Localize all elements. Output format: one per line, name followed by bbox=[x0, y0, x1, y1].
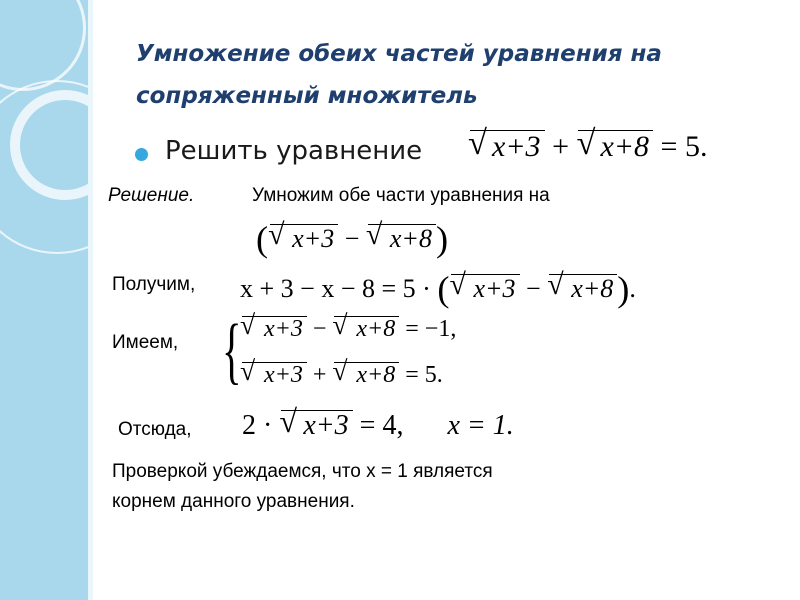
bullet-dot bbox=[135, 148, 148, 161]
radical: √ x+8 bbox=[334, 362, 399, 388]
bullet-text: Решить уравнение bbox=[165, 136, 423, 166]
radical: √ x+3 bbox=[242, 362, 307, 388]
radical: √ x+8 bbox=[334, 316, 399, 342]
slide-title: Умножение обеих частей уравнения на сопряженный множитель bbox=[136, 41, 662, 109]
radical: √ x+8 bbox=[368, 224, 436, 252]
main-equation: √ x+3 + √ x+8 = 5. bbox=[468, 130, 707, 164]
decorative-sidebar bbox=[0, 0, 88, 600]
radical: √ x+3 bbox=[281, 410, 352, 440]
check-line-2: корнем данного уравнения. bbox=[112, 491, 355, 512]
solution-text: Умножим обе части уравнения на bbox=[252, 185, 550, 206]
radical-x-plus-3: √ x+3 bbox=[470, 130, 545, 163]
system-line-1: √ x+3 − √ x+8 = −1, bbox=[240, 316, 456, 343]
hence-equation: 2 · √ x+3 = 4, x = 1. bbox=[242, 410, 514, 442]
radical: √ x+8 bbox=[549, 274, 617, 302]
radical-x-plus-8: √ x+8 bbox=[578, 130, 653, 163]
radical: √ x+3 bbox=[270, 224, 338, 252]
decorative-ring bbox=[0, 80, 88, 254]
equation-rhs: = 5. bbox=[660, 130, 708, 163]
sidebar-edge bbox=[88, 0, 93, 600]
radical: √ x+3 bbox=[242, 316, 307, 342]
hence-label: Отсюда, bbox=[118, 419, 192, 440]
get-label: Получим, bbox=[112, 274, 196, 295]
get-equation: x + 3 − x − 8 = 5 · (√ x+3 − √ x+8 ). bbox=[240, 268, 636, 310]
check-line-1: Проверкой убеждаемся, что x = 1 является bbox=[112, 461, 493, 482]
system-brace: { bbox=[222, 310, 242, 392]
decorative-ring bbox=[0, 0, 86, 91]
system-line-2: √ x+3 + √ x+8 = 5. bbox=[240, 362, 443, 389]
solution-label: Решение. bbox=[108, 185, 195, 206]
have-label: Имеем, bbox=[112, 332, 179, 353]
conjugate-expression: (√ x+3 − √ x+8 ) bbox=[256, 218, 448, 260]
radical: √ x+3 bbox=[451, 274, 519, 302]
